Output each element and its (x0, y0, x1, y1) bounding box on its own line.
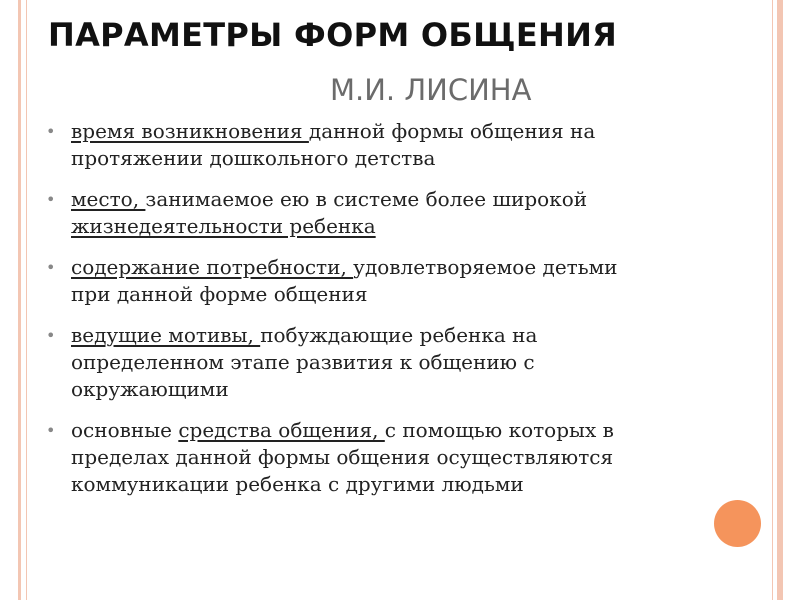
list-item (46, 322, 726, 403)
item-key-term: место, (71, 187, 146, 211)
item-line: определенном этапе развития к общению с (71, 350, 535, 374)
item-text: занимаемое ею в системе более широкой (145, 187, 588, 211)
bullet-icon: • (46, 421, 56, 440)
item-key-term: средства общения, (178, 418, 385, 442)
bullet-icon: • (46, 258, 56, 277)
bullet-icon: • (46, 326, 56, 345)
item-line: при данной форме общения (71, 282, 368, 306)
item-key-term: ведущие мотивы, (71, 323, 261, 347)
item-line: окружающими (71, 377, 229, 401)
list-item (46, 118, 726, 172)
item-text: удовлетворяемое детьми (353, 255, 618, 279)
frame-border-left (18, 0, 21, 600)
item-key-term: содержание потребности, (71, 255, 354, 279)
slide-title: ПАРАМЕТРЫ ФОРМ ОБЩЕНИЯ (48, 16, 618, 54)
frame-border-right-inner (772, 0, 773, 600)
item-line (71, 417, 726, 444)
item-key-term: время возникновения (71, 119, 309, 143)
list-item (46, 417, 726, 498)
item-text: данной формы общения на (308, 119, 596, 143)
bullet-icon: • (46, 190, 56, 209)
item-text: побуждающие ребенка на (260, 323, 538, 347)
slide-subtitle: М.И. ЛИСИНА (330, 73, 532, 107)
item-line (71, 118, 726, 145)
item-line: протяжении дошкольного детства (71, 146, 436, 170)
frame-border-left-inner (26, 0, 27, 600)
item-text: основные (71, 418, 179, 442)
item-text: с помощью которых в (384, 418, 614, 442)
item-key-term: жизнедеятельности ребенка (71, 214, 376, 238)
decorative-circle-icon (714, 500, 761, 547)
frame-border-right (777, 0, 783, 600)
list-item (46, 254, 726, 308)
item-line: коммуникации ребенка с другими людьми (71, 472, 524, 496)
list-item (46, 186, 726, 240)
item-line (71, 322, 726, 349)
item-line (71, 254, 726, 281)
item-line: пределах данной формы общения осуществляются (71, 445, 614, 469)
bullet-icon: • (46, 122, 56, 141)
parameters-list (46, 118, 726, 512)
item-line (71, 186, 726, 213)
